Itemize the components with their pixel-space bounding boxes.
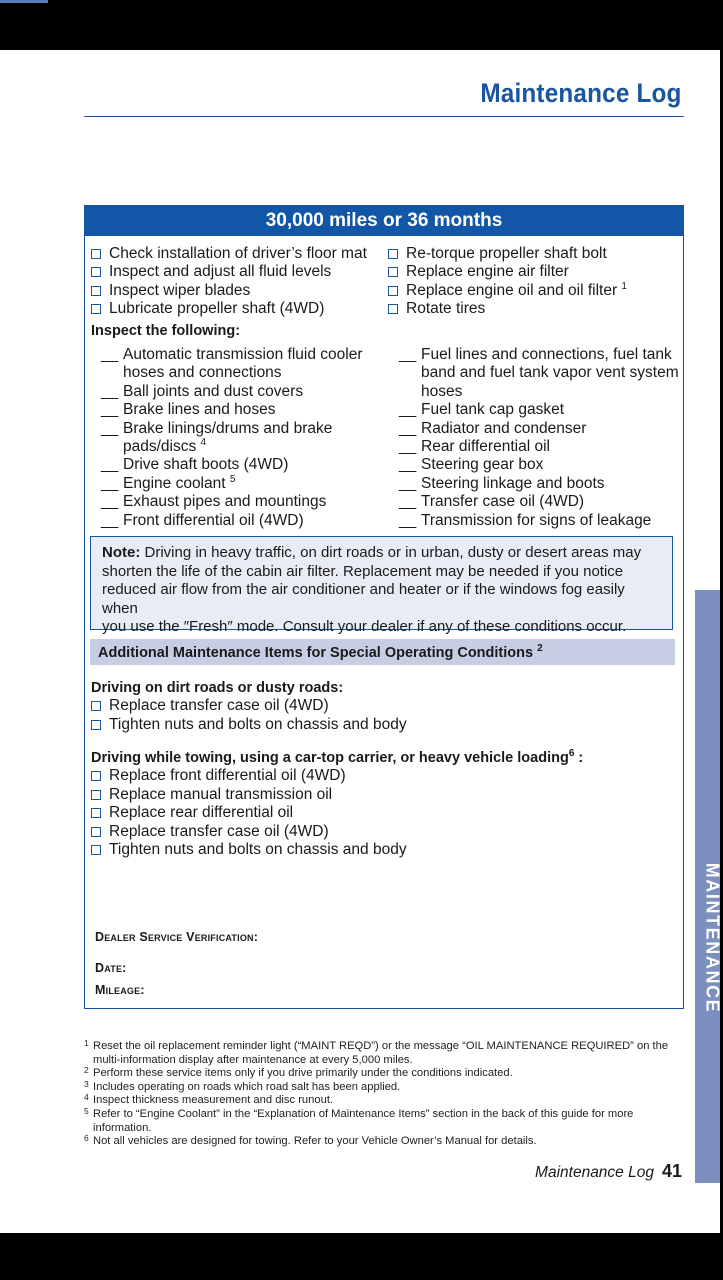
- blank-line[interactable]: __: [101, 511, 119, 529]
- footnote-text: Includes operating on roads which road salt has been applied.: [93, 1080, 401, 1093]
- checkbox[interactable]: [91, 286, 101, 296]
- checklist-item: [91, 804, 583, 822]
- inspect-item-label: Steering gear box: [421, 456, 544, 474]
- inspect-item: [101, 493, 389, 511]
- towing-heading: [91, 749, 583, 767]
- footnote-number: 2: [84, 1065, 89, 1076]
- footnote-number: 3: [84, 1078, 89, 1089]
- inspect-item: [101, 475, 389, 493]
- interval-header: 30,000 miles or 36 months: [85, 206, 683, 236]
- checklist-item-label: Check installation of driver’s floor mat: [109, 245, 367, 262]
- footnote-ref: 4: [200, 436, 207, 448]
- checklist-item-label: Re-torque propeller shaft bolt: [406, 245, 607, 262]
- checklist-item: [91, 823, 583, 841]
- checklist-item-label: Tighten nuts and bolts on chassis and body: [109, 841, 407, 859]
- inspect-item: [399, 401, 687, 419]
- note-line: shorten the life of the cabin air filter. Replacement may be needed if you notice: [102, 562, 624, 580]
- inspect-item: [101, 346, 389, 383]
- inspect-item-label: hoses and connections: [123, 364, 282, 382]
- checklist-item-label: Tighten nuts and bolts on chassis and body: [109, 715, 407, 733]
- checkbox[interactable]: [388, 249, 398, 259]
- checklist-item-label: Replace transfer case oil (4WD): [109, 697, 329, 715]
- inspect-item: [101, 456, 389, 474]
- inspect-item-label: Exhaust pipes and mountings: [123, 493, 327, 511]
- footnote: [84, 1094, 684, 1108]
- inspect-item: [399, 438, 687, 456]
- inspect-item-label: hoses: [421, 382, 463, 400]
- checklist-item-label: Replace front differential oil (4WD): [109, 767, 346, 785]
- date-label: Date:: [95, 961, 127, 975]
- checklist-item: [91, 716, 407, 734]
- footnote: [84, 1078, 684, 1095]
- checkbox[interactable]: [91, 790, 101, 800]
- footnote-number: 4: [84, 1092, 89, 1103]
- towing-heading-text: Driving while towing, using a car-top carrier, or heavy vehicle loading: [91, 750, 569, 766]
- blank-line[interactable]: __: [101, 382, 119, 400]
- towing-sup: 6: [568, 748, 575, 760]
- inspect-item: [101, 401, 389, 419]
- footnote-ref: 5: [229, 473, 236, 485]
- note-label: Note:: [102, 544, 141, 561]
- inspect-item-label: Transfer case oil (4WD): [421, 493, 585, 511]
- checklist-item-label: Replace transfer case oil (4WD): [109, 822, 329, 840]
- checkbox[interactable]: [91, 771, 101, 781]
- additional-sup: 2: [537, 643, 543, 655]
- inspect-item-label: Engine coolant: [123, 474, 226, 492]
- inspect-item-label: Radiator and condenser: [421, 419, 587, 437]
- checklist-item-label: Replace rear differential oil: [109, 804, 294, 822]
- checkbox[interactable]: [91, 720, 101, 730]
- inspect-heading: Inspect the following:: [91, 323, 241, 339]
- blank-line[interactable]: __: [101, 401, 119, 419]
- inspect-item-label: band and fuel tank vapor vent system: [421, 364, 679, 382]
- footnote-text: Not all vehicles are designed for towing. Refer to your Vehicle Owner’s Manual for details.: [93, 1135, 537, 1148]
- maintenance-box: [84, 205, 684, 1009]
- checklist-item: [91, 786, 583, 804]
- blank-line[interactable]: __: [399, 493, 417, 511]
- checklist-item-label: Replace engine air filter: [406, 263, 569, 281]
- dirt-heading: Driving on dirt roads or dusty roads:: [91, 680, 344, 696]
- inspect-item: [101, 383, 389, 401]
- footnote-number: 1: [84, 1038, 89, 1048]
- inspect-item-label: Rear differential oil: [421, 438, 550, 456]
- checkbox[interactable]: [91, 304, 101, 314]
- checklist-item: [91, 300, 367, 318]
- blank-line[interactable]: __: [101, 419, 119, 437]
- checklist-item: [388, 263, 627, 281]
- footnote: [84, 1040, 684, 1067]
- checkbox[interactable]: [91, 845, 101, 855]
- blank-line[interactable]: __: [399, 456, 417, 474]
- note-box: [90, 536, 673, 635]
- blank-line[interactable]: __: [101, 493, 119, 511]
- checklist-item-label: Inspect and adjust all fluid levels: [109, 263, 332, 281]
- inspect-item: [399, 456, 687, 474]
- additional-heading: [90, 639, 675, 665]
- footnote-number: 5: [84, 1105, 89, 1116]
- checkbox[interactable]: [91, 267, 101, 277]
- blank-line[interactable]: __: [399, 346, 417, 363]
- footnote: [84, 1067, 684, 1081]
- note-line: you use the ″Fresh″ mode. Consult your dealer if any of these conditions occur.: [102, 618, 627, 635]
- checklist-item-label: Rotate tires: [406, 300, 486, 318]
- towing-colon: :: [574, 750, 584, 766]
- inspect-list-left: [101, 346, 389, 530]
- inspect-item-label: pads/discs: [123, 438, 197, 456]
- dirt-section: [91, 679, 407, 734]
- inspect-item: [399, 420, 687, 438]
- page-title: Maintenance Log: [480, 78, 682, 108]
- checklist-item-label: Replace manual transmission oil: [109, 785, 333, 803]
- footnotes: [84, 1040, 684, 1149]
- checklist-item: [91, 263, 367, 281]
- mileage-label: Mileage:: [95, 983, 145, 997]
- inspect-item: [101, 512, 389, 530]
- towing-list: [91, 767, 583, 859]
- footnote-text: multi-information display after maintenance at every 5,000 miles.: [93, 1053, 413, 1066]
- checkbox[interactable]: [91, 249, 101, 259]
- inspect-item-label: Automatic transmission fluid cooler: [123, 346, 363, 363]
- checklist-right: [388, 245, 627, 319]
- blank-line[interactable]: __: [101, 456, 119, 474]
- checkbox[interactable]: [91, 808, 101, 818]
- title-divider: [84, 116, 684, 117]
- blank-line[interactable]: __: [399, 401, 417, 419]
- inspect-item-label: Fuel tank cap gasket: [421, 401, 565, 419]
- checklist-item: [388, 300, 627, 318]
- checkbox[interactable]: [91, 701, 101, 711]
- checklist-item: [388, 282, 627, 300]
- document-page: [0, 50, 720, 1233]
- inspect-item-label: Brake lines and hoses: [123, 401, 276, 419]
- blank-line[interactable]: __: [399, 419, 417, 437]
- inspect-item: [399, 512, 687, 530]
- inspect-item-label: Front differential oil (4WD): [123, 511, 304, 529]
- inspect-item: [101, 420, 389, 457]
- blank-line[interactable]: __: [399, 474, 417, 492]
- blank-line[interactable]: __: [399, 438, 417, 456]
- inspect-list-right: [399, 346, 687, 530]
- checklist-item: [91, 245, 367, 263]
- checklist-item: [91, 841, 583, 859]
- inspect-item-label: Brake linings/drums and brake: [123, 419, 333, 437]
- blank-line[interactable]: __: [101, 474, 119, 492]
- towing-section: [91, 749, 583, 859]
- note-line: reduced air flow from the air conditioner and heater or if the windows fog easily when: [102, 581, 625, 617]
- footnote-text: Perform these service items only if you drive primarily under the conditions indicated.: [93, 1067, 513, 1080]
- page-number: 41: [661, 1161, 682, 1181]
- footnote-text: Reset the oil replacement reminder light (“MAINT REQD”) or the message “OIL MAINTENANCE REQUIRED” on the: [93, 1040, 669, 1052]
- footnote-text: Refer to “Engine Coolant” in the “Explanation of Maintenance Items” section in the back of this guide for more: [93, 1107, 634, 1120]
- status-bar: [0, 0, 720, 50]
- inspect-item: [399, 346, 687, 401]
- footnote-number: 6: [84, 1133, 89, 1144]
- checkbox[interactable]: [388, 286, 398, 296]
- note-line: Driving in heavy traffic, on dirt roads or in urban, dusty or desert areas may: [140, 544, 642, 561]
- dealer-verification-label: Dealer Service Verification:: [95, 930, 259, 944]
- inspect-item-label: Ball joints and dust covers: [123, 382, 304, 400]
- inspect-item: [399, 475, 687, 493]
- dirt-list: [91, 697, 407, 734]
- checklist-item: [388, 245, 627, 263]
- footnote-ref: 1: [621, 280, 627, 292]
- footnote-text: information.: [93, 1121, 152, 1134]
- footnote-text: Inspect thickness measurement and disc runout.: [93, 1094, 334, 1107]
- navigation-bar: [0, 1233, 720, 1280]
- footnote: [84, 1105, 684, 1135]
- checklist-item: [91, 282, 367, 300]
- additional-heading-text: Additional Maintenance Items for Special Operating Conditions: [98, 645, 534, 661]
- inspect-item-label: Transmission for signs of leakage: [421, 511, 652, 529]
- checklist-item: [91, 697, 407, 715]
- status-bar-accent: [0, 0, 48, 3]
- checklist-left: [91, 245, 367, 319]
- checkbox[interactable]: [91, 827, 101, 837]
- blank-line[interactable]: __: [101, 346, 119, 363]
- checklist-item-label: Replace engine oil and oil filter: [406, 281, 618, 299]
- inspect-item-label: Drive shaft boots (4WD): [123, 456, 289, 474]
- checklist-item-label: Inspect wiper blades: [109, 281, 251, 299]
- footnote: [84, 1135, 684, 1149]
- checkbox[interactable]: [388, 304, 398, 314]
- inspect-item-label: Steering linkage and boots: [421, 474, 605, 492]
- side-tab-label: MAINTENANCE: [702, 862, 723, 1014]
- inspect-item: [399, 493, 687, 511]
- checklist-item-label: Lubricate propeller shaft (4WD): [109, 300, 325, 318]
- blank-line[interactable]: __: [399, 511, 417, 529]
- checklist-item: [91, 767, 583, 785]
- checkbox[interactable]: [388, 267, 398, 277]
- page-footer: [535, 1161, 682, 1182]
- footer-label: Maintenance Log: [535, 1164, 654, 1181]
- inspect-item-label: Fuel lines and connections, fuel tank: [421, 346, 672, 363]
